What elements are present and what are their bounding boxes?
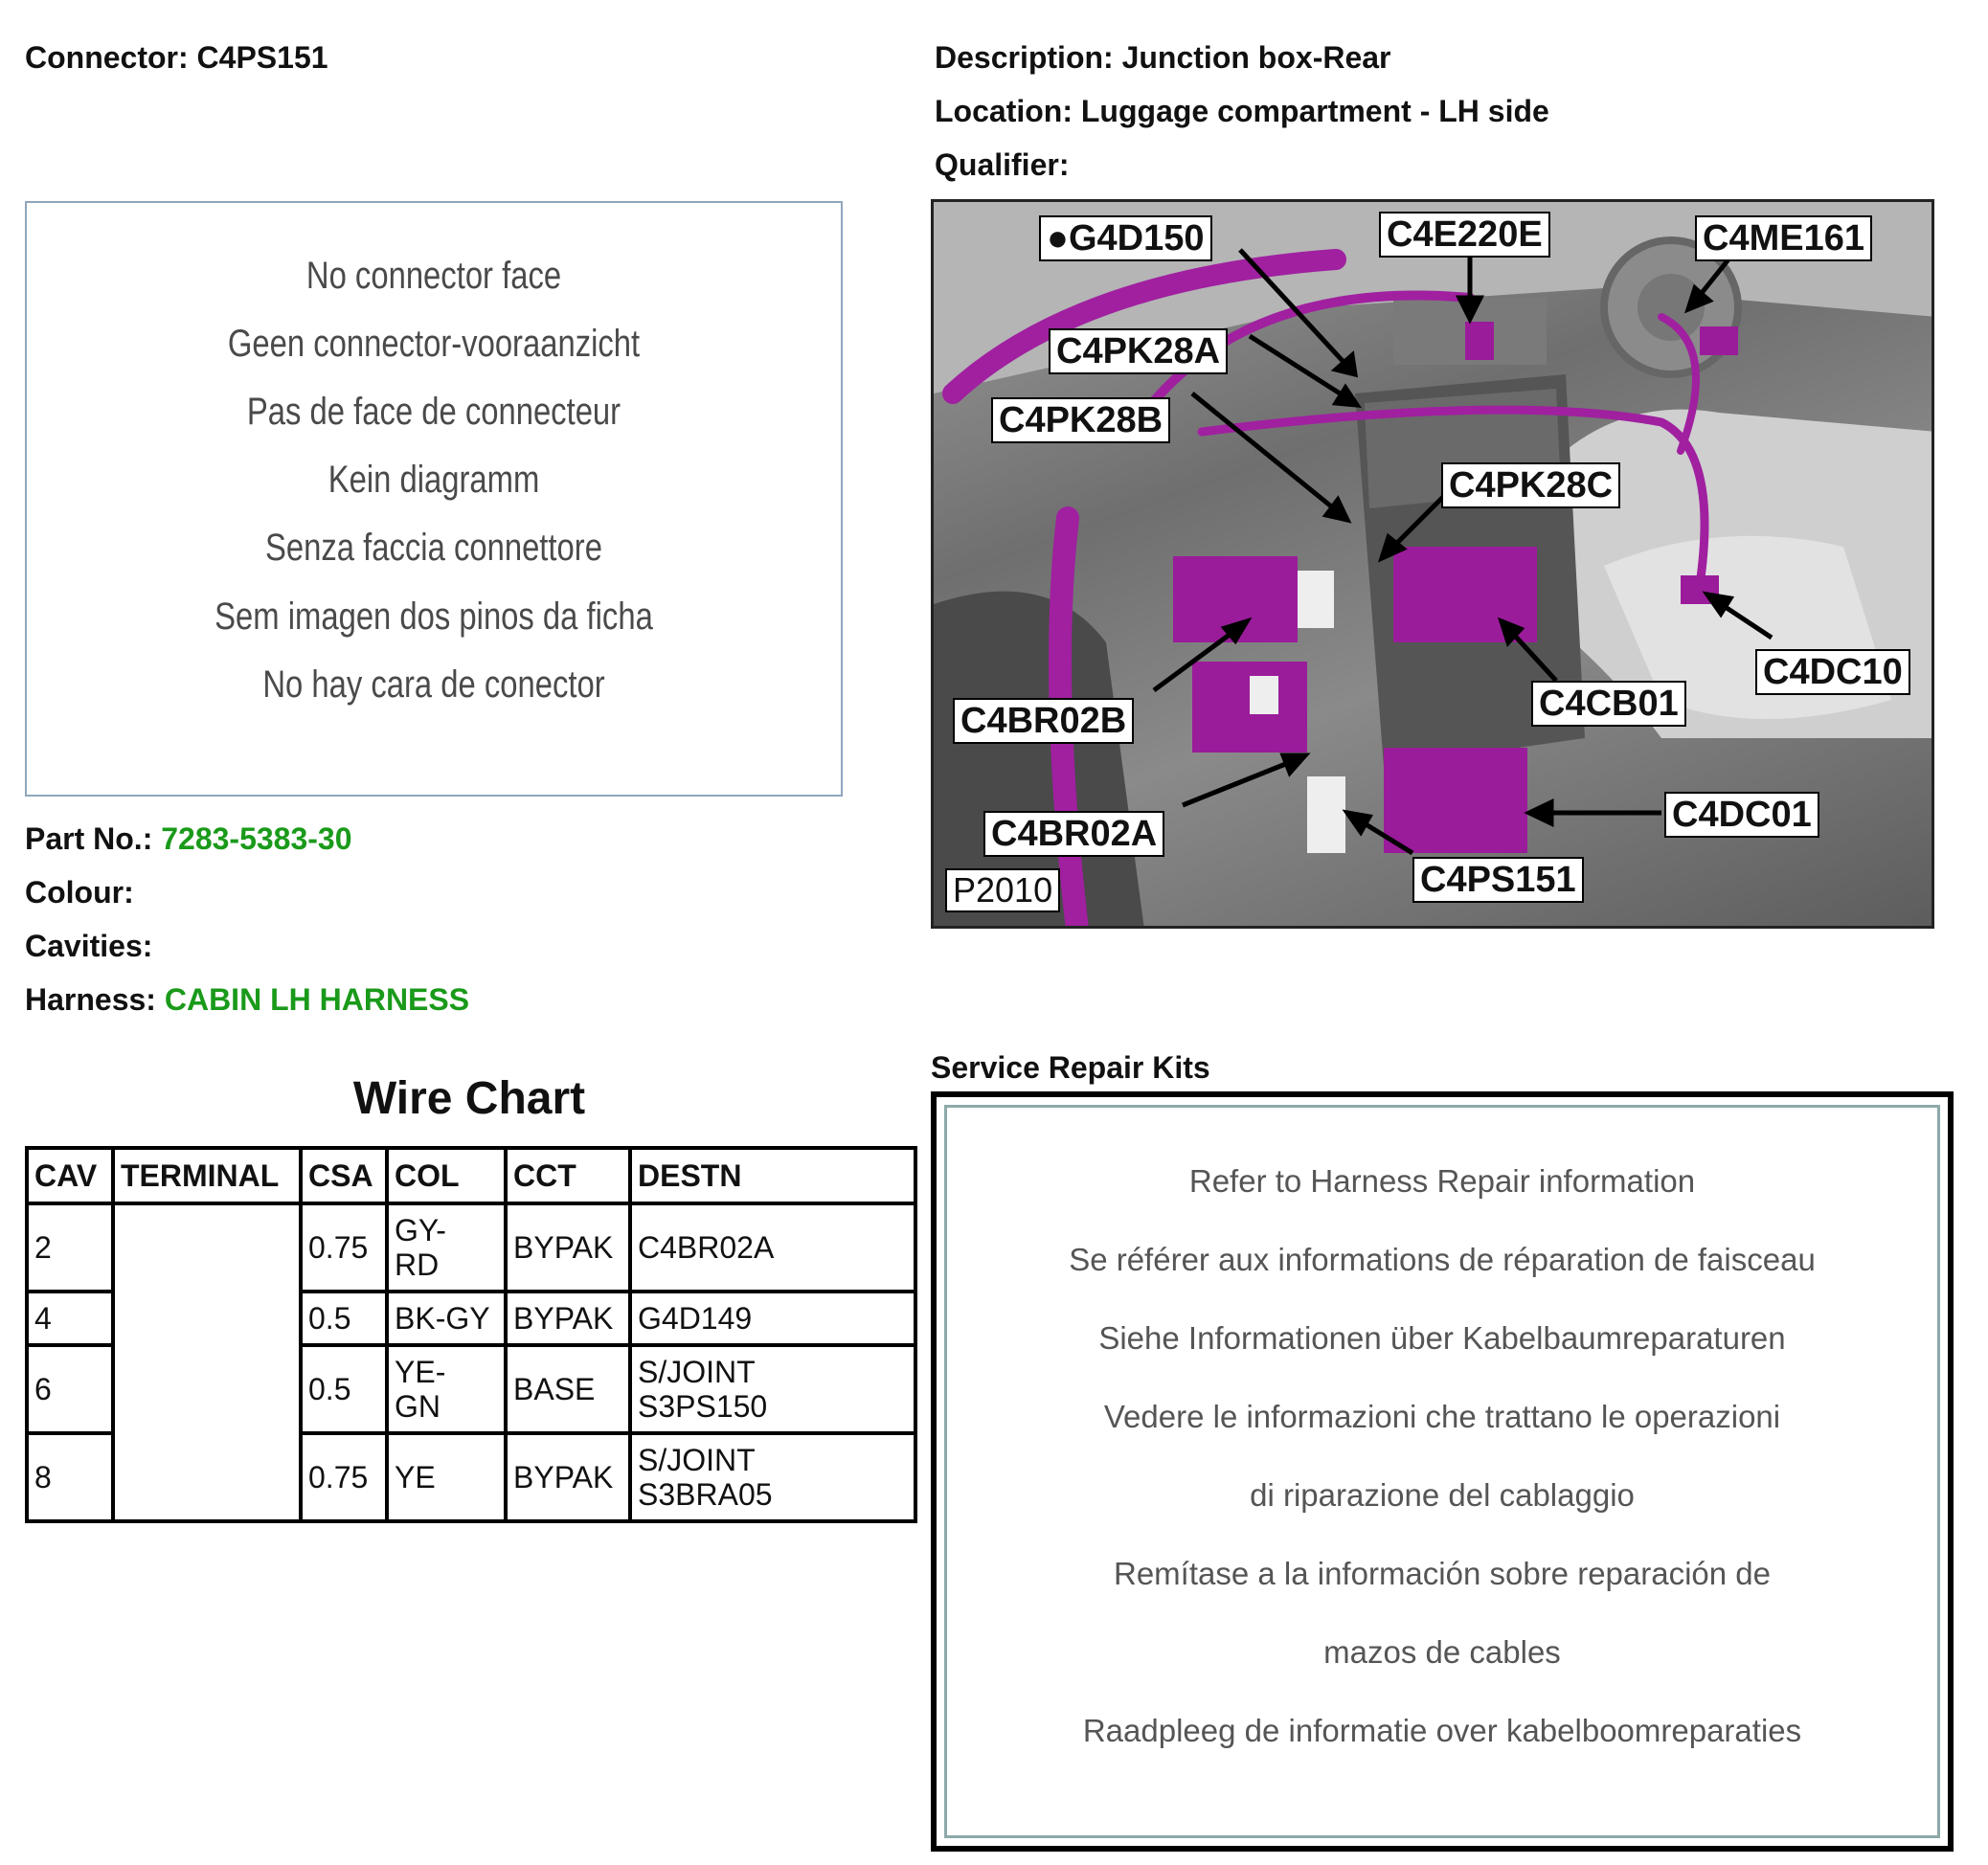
col-line: GN [395, 1389, 441, 1424]
cavities-label: Cavities: [25, 929, 153, 963]
destn-line: S/JOINT [638, 1443, 756, 1477]
csa-cell: 0.75 [301, 1203, 387, 1292]
location-label: Location: [935, 94, 1073, 128]
column-header-destn: DESTN [630, 1148, 915, 1203]
location-value: Luggage compartment - LH side [1080, 94, 1549, 128]
cav-cell: 2 [27, 1203, 113, 1292]
callout-c4pk28a: C4PK28A [1049, 328, 1228, 374]
terminal-cell [113, 1203, 301, 1521]
location-field [935, 94, 1549, 129]
column-header-cav: CAV [27, 1148, 113, 1203]
repair-info-line: Vedere le informazioni che trattano le operazioni [1103, 1399, 1781, 1434]
cav-cell: 4 [27, 1292, 113, 1345]
description-field [935, 40, 1391, 76]
destn-line: C4BR02A [638, 1230, 775, 1265]
callout-c4e220e: C4E220E [1379, 212, 1550, 258]
cavities-field [25, 929, 152, 964]
callout-c4br02b: C4BR02B [953, 698, 1134, 744]
repair-info-line: di riparazione del cablaggio [1250, 1477, 1635, 1513]
callout-c4pk28c: C4PK28C [1441, 462, 1620, 508]
callout-c4cb01: C4CB01 [1531, 681, 1686, 727]
face-text-line: Sem imagen dos pinos da ficha [215, 595, 653, 638]
col-line: BK-GY [395, 1301, 490, 1336]
cct-cell: BYPAK [506, 1292, 630, 1345]
connector-value: C4PS151 [196, 40, 328, 75]
destn-cell [630, 1345, 915, 1433]
connector-face-box [25, 201, 843, 797]
callout-c4br02a: C4BR02A [983, 811, 1164, 857]
csa-cell: 0.5 [301, 1345, 387, 1433]
callout-c4dc10: C4DC10 [1755, 649, 1910, 695]
callout-c4dc01: C4DC01 [1664, 792, 1819, 838]
face-text-line: No hay cara de conector [262, 663, 605, 706]
cav-cell: 8 [27, 1433, 113, 1521]
location-photo [931, 199, 1934, 929]
harness-value[interactable]: CABIN LH HARNESS [164, 982, 470, 1017]
face-text-line: Senza faccia connettore [265, 527, 602, 569]
column-header-terminal: TERMINAL [113, 1148, 301, 1203]
destn-line: S3PS150 [638, 1389, 768, 1424]
harness-field [25, 982, 469, 1018]
col-line: GY- [395, 1213, 446, 1247]
service-repair-inner [944, 1105, 1940, 1838]
face-text-line: No connector face [305, 255, 562, 297]
col-line: YE- [395, 1355, 446, 1389]
connector-label: Connector: [25, 40, 189, 75]
service-repair-title: Service Repair Kits [931, 1050, 1210, 1085]
col-cell [387, 1292, 506, 1345]
destn-cell [630, 1203, 915, 1292]
callout-c4me161: C4ME161 [1695, 215, 1872, 261]
qualifier-label: Qualifier: [935, 147, 1070, 182]
qualifier-field [935, 147, 1069, 183]
colour-label: Colour: [25, 875, 134, 910]
service-repair-box [931, 1091, 1954, 1852]
repair-info-line: Se référer aux informations de réparation de faisceau [1069, 1242, 1816, 1277]
callout-c4ps151: C4PS151 [1412, 857, 1584, 903]
face-text-line: Pas de face de connecteur [246, 391, 621, 433]
callout-c4pk28b: C4PK28B [991, 397, 1170, 443]
connector-field [25, 40, 328, 76]
repair-info-line: Refer to Harness Repair information [1188, 1163, 1696, 1199]
cct-cell: BYPAK [506, 1433, 630, 1521]
harness-label: Harness: [25, 982, 156, 1017]
csa-cell: 0.75 [301, 1433, 387, 1521]
column-header-col: COL [387, 1148, 506, 1203]
part-no-field [25, 821, 352, 857]
repair-info-line: Siehe Informationen über Kabelbaumreparaturen [1098, 1320, 1786, 1356]
destn-line: S3BRA05 [638, 1477, 773, 1512]
csa-cell: 0.5 [301, 1292, 387, 1345]
col-cell [387, 1433, 506, 1521]
cct-cell: BASE [506, 1345, 630, 1433]
cct-cell: BYPAK [506, 1203, 630, 1292]
face-text-line: Kein diagramm [328, 459, 540, 501]
destn-line: S/JOINT [638, 1355, 756, 1389]
col-cell [387, 1345, 506, 1433]
col-line: RD [395, 1247, 440, 1282]
description-label: Description: [935, 40, 1114, 75]
description-value: Junction box-Rear [1121, 40, 1391, 75]
repair-info-line: mazos de cables [1323, 1634, 1561, 1670]
column-header-cct: CCT [506, 1148, 630, 1203]
part-no-value[interactable]: 7283-5383-30 [161, 821, 352, 856]
col-cell [387, 1203, 506, 1292]
wire-chart-table [25, 1146, 917, 1523]
wire-chart-title: Wire Chart [352, 1073, 586, 1124]
table-row [27, 1203, 915, 1292]
callout-g4d150: ●G4D150 [1039, 215, 1212, 261]
photo-code: P2010 [945, 868, 1060, 912]
colour-field [25, 875, 134, 910]
repair-info-line: Raadpleeg de informatie over kabelboomreparaties [1082, 1713, 1802, 1748]
col-line: YE [395, 1460, 436, 1494]
table-header-row [27, 1148, 915, 1203]
column-header-csa: CSA [301, 1148, 387, 1203]
face-text-line: Geen connector-vooraanzicht [227, 323, 641, 365]
destn-cell [630, 1433, 915, 1521]
part-no-label: Part No.: [25, 821, 153, 856]
cav-cell: 6 [27, 1345, 113, 1433]
destn-line: G4D149 [638, 1301, 753, 1336]
destn-cell [630, 1292, 915, 1345]
repair-info-line: Remítase a la información sobre reparación de [1113, 1556, 1772, 1591]
